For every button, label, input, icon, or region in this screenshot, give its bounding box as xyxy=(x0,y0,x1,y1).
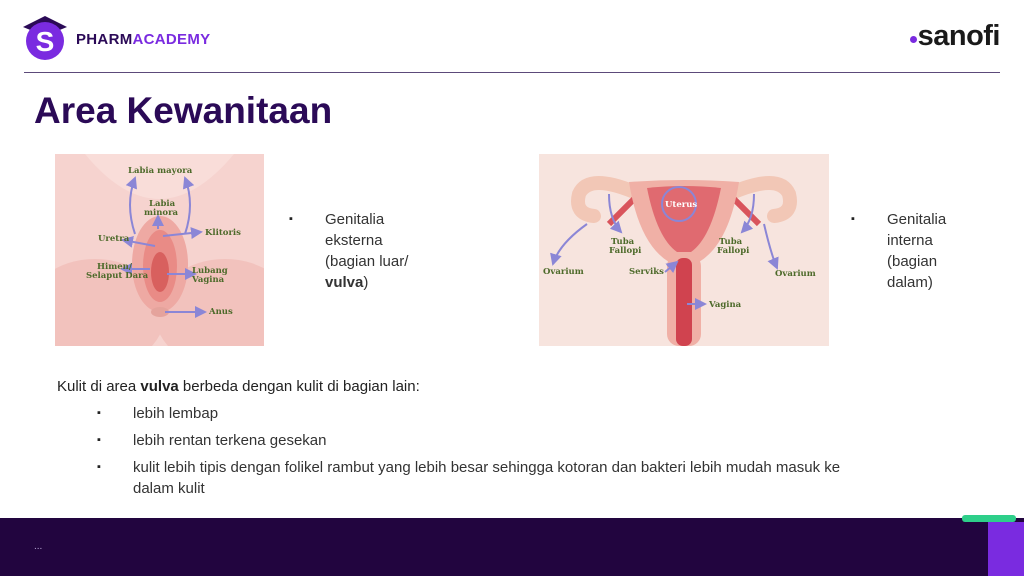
label-serviks: Serviks xyxy=(629,267,664,277)
s-letter-badge-icon xyxy=(22,15,68,61)
label-himen-2: Selaput Dara xyxy=(86,271,149,281)
label-tuba-left-1: Tuba xyxy=(611,237,635,247)
label-tuba-right-2: Fallopi xyxy=(717,246,750,256)
label-labia-mayora: Labia mayora xyxy=(128,166,193,176)
label-lubang-1: Lubang xyxy=(192,266,228,276)
sanofi-logo: sanofi xyxy=(910,20,1000,53)
footer-accent-green xyxy=(962,515,1016,522)
footer-accent-purple xyxy=(988,522,1024,576)
list-item: ▪ Genitalia eksterna (bagian luar/ vulva) xyxy=(289,209,459,293)
list-item: ▪ Genitalia interna (bagian dalam) xyxy=(851,209,991,293)
label-labia-minora-2: minora xyxy=(144,208,179,218)
label-himen-1: Himen/ xyxy=(97,262,132,272)
intro-text: Kulit di area vulva berbeda dengan kulit di bagian lain: xyxy=(57,378,420,395)
label-vagina: Vagina xyxy=(709,300,742,310)
label-uterus: Uterus xyxy=(665,200,698,210)
label-labia-minora-1: Labia xyxy=(149,199,176,209)
list-item: ▪ kulit lebih tipis dengan folikel rambut yang lebih besar sehingga kotoran dan bakteri lebih mudah masuk ke dalam kulit xyxy=(97,457,867,499)
footer-text: ... xyxy=(34,541,43,552)
brand-name: PHARMACADEMY xyxy=(76,31,211,48)
label-ovarium-left: Ovarium xyxy=(543,267,584,277)
list-item: ▪ lebih lembap xyxy=(97,403,867,424)
label-tuba-left-2: Fallopi xyxy=(609,246,642,256)
external-genitalia-bullets xyxy=(289,209,459,293)
label-uretra: Uretra xyxy=(98,234,130,244)
svg-text:S: S xyxy=(35,26,55,57)
internal-anatomy-illustration xyxy=(539,154,829,346)
sanofi-dot-icon xyxy=(910,36,917,43)
label-klitoris: Klitoris xyxy=(205,228,241,238)
skin-differences-list xyxy=(97,403,867,505)
label-anus: Anus xyxy=(209,307,233,317)
external-anatomy-illustration xyxy=(55,154,264,346)
list-item: ▪ lebih rentan terkena gesekan xyxy=(97,430,867,451)
page-title: Area Kewanitaan xyxy=(34,90,333,131)
label-tuba-right-1: Tuba xyxy=(719,237,743,247)
internal-genitalia-bullets xyxy=(851,209,991,293)
label-lubang-2: Vagina xyxy=(192,275,225,285)
footer-bar xyxy=(0,518,1024,576)
header-divider xyxy=(24,72,1000,73)
label-ovarium-right: Ovarium xyxy=(775,269,816,279)
